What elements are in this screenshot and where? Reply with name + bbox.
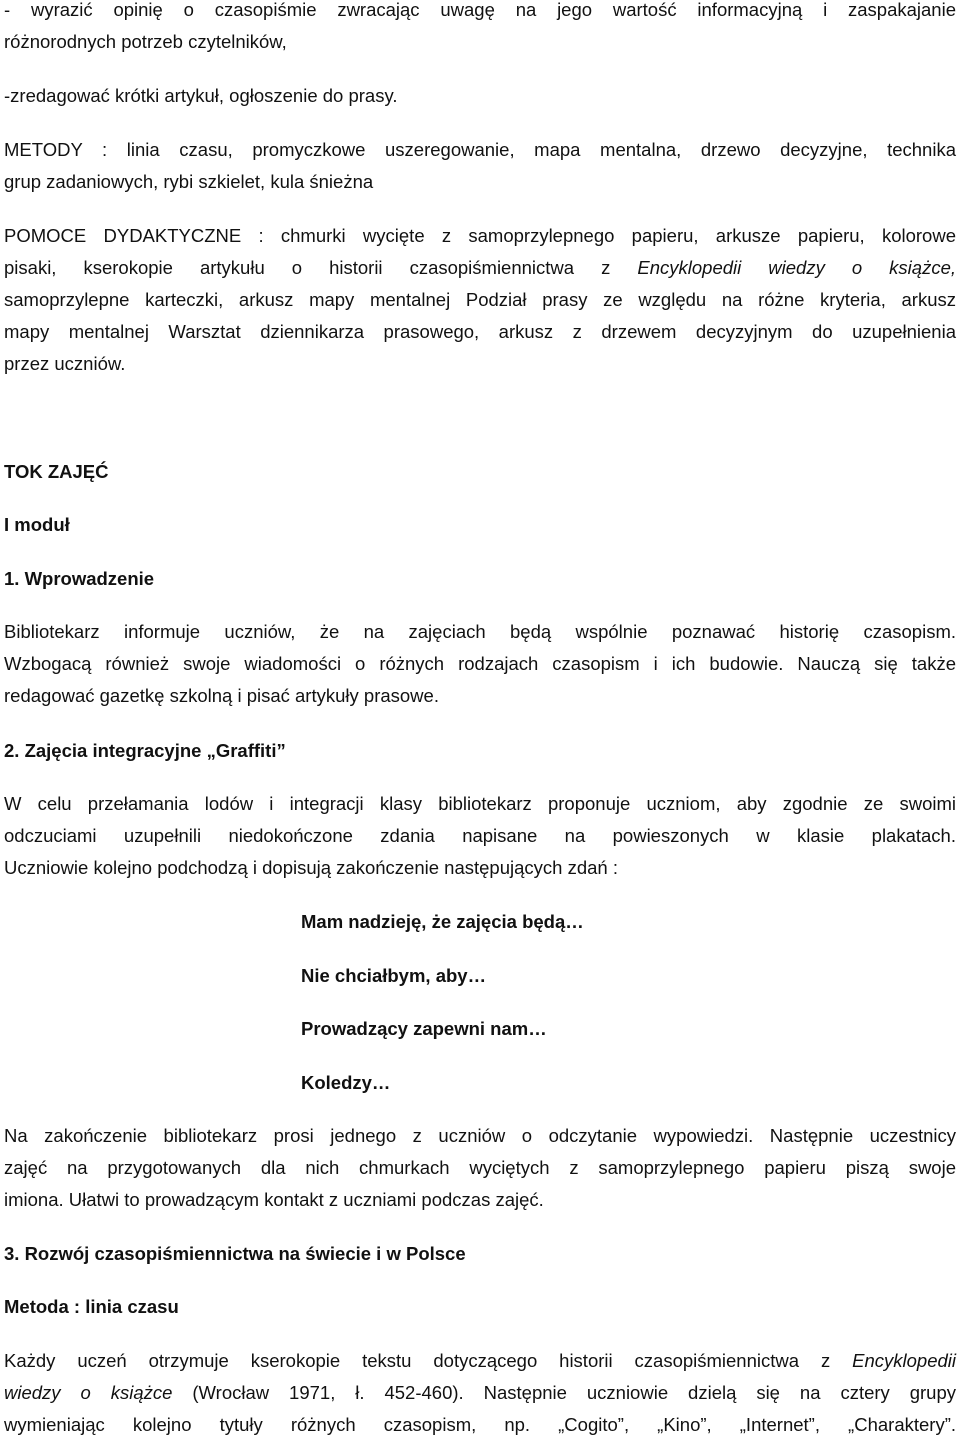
pomoce-line: przez uczniów. xyxy=(4,353,126,374)
goals-paragraph xyxy=(4,0,956,58)
goal-line: różnorodnych potrzeb czytelników, xyxy=(4,31,287,52)
sentence-2: Nie chciałbym, aby… xyxy=(301,965,487,986)
section-3-paragraph xyxy=(4,1345,956,1441)
paragraph-line: odczuciami uzupełnili niedokończone zdania napisane na powieszonych w klasie plakatach. xyxy=(4,825,956,846)
section-3-heading: 3. Rozwój czasopiśmiennictwa na świecie i w Polsce xyxy=(4,1243,466,1264)
pomoce-paragraph xyxy=(4,220,956,380)
pomoce-line: mapy mentalnej Warsztat dziennikarza prasowego, arkusz z drzewem decyzyjnym do uzupełnienia xyxy=(4,321,956,342)
metoda-heading: Metoda : linia czasu xyxy=(4,1296,179,1317)
section-2-heading: 2. Zajęcia integracyjne „Graffiti” xyxy=(4,740,286,761)
paragraph-line: Wzbogacą również swoje wiadomości o różnych rodzajach czasopism i ich budowie. Nauczą się także xyxy=(4,653,956,674)
paragraph-text: Każdy uczeń otrzymuje kserokopie tekstu dotyczącego historii czasopiśmiennictwa z xyxy=(4,1350,853,1371)
tok-heading: TOK ZAJĘĆ xyxy=(4,461,109,482)
sentence-4: Koledzy… xyxy=(301,1072,391,1093)
section-2-closing-paragraph xyxy=(4,1120,956,1216)
encyclopedia-title: Encyklopedii wiedzy o książce, xyxy=(637,257,957,278)
goal-line: - wyrazić opinię o czasopiśmie zwracając uwagę na jego wartość informacyjną i zaspakajanie xyxy=(4,0,956,20)
paragraph-line: W celu przełamania lodów i integracji klasy bibliotekarz proponuje uczniom, aby zgodnie ze swoimi xyxy=(4,793,956,814)
section-2-paragraph xyxy=(4,788,956,884)
pomoce-line xyxy=(4,252,956,284)
paragraph-line xyxy=(4,1345,956,1377)
pomoce-line: samoprzylepne karteczki, arkusz mapy mentalnej Podział prasy ze względu na różne kryteria, arkusz xyxy=(4,289,956,310)
goal-line: -zredagować krótki artykuł, ogłoszenie do prasy. xyxy=(4,85,398,106)
paragraph-line: Bibliotekarz informuje uczniów, że na zajęciach będą wspólnie poznawać historię czasopism. xyxy=(4,621,956,642)
pomoce-text: pisaki, kserokopie artykułu o historii czasopiśmiennictwa z xyxy=(4,257,638,278)
paragraph-line xyxy=(4,1377,956,1409)
paragraph-line: zajęć na przygotowanych dla nich chmurkach wyciętych z samoprzylepnego papieru piszą swoje xyxy=(4,1157,956,1178)
pomoce-line: POMOCE DYDAKTYCZNE : chmurki wycięte z samoprzylepnego papieru, arkusze papieru, kolorowe xyxy=(4,225,956,246)
metody-line: grup zadaniowych, rybi szkielet, kula śnieżna xyxy=(4,171,374,192)
sentence-1: Mam nadzieję, że zajęcia będą… xyxy=(301,911,584,932)
section-1-paragraph xyxy=(4,616,956,712)
sentence-3: Prowadzący zapewni nam… xyxy=(301,1018,547,1039)
modul-heading: I moduł xyxy=(4,514,70,535)
metody-paragraph xyxy=(4,134,956,198)
encyclopedia-title: Encyklopedii xyxy=(852,1350,956,1371)
encyclopedia-title: wiedzy o książce xyxy=(4,1382,173,1403)
metody-line: METODY : linia czasu, promyczkowe uszeregowanie, mapa mentalna, drzewo decyzyjne, technika xyxy=(4,139,956,160)
paragraph-line: Na zakończenie bibliotekarz prosi jednego z uczniów o odczytanie wypowiedzi. Następnie uczestnicy xyxy=(4,1125,956,1146)
paragraph-text: (Wrocław 1971, ł. 452-460). Następnie uczniowie dzielą się na cztery grupy xyxy=(172,1382,956,1403)
paragraph-line: redagować gazetkę szkolną i pisać artykuły prasowe. xyxy=(4,685,439,706)
section-1-heading: 1. Wprowadzenie xyxy=(4,568,155,589)
paragraph-line: imiona. Ułatwi to prowadzącym kontakt z uczniami podczas zajęć. xyxy=(4,1189,544,1210)
paragraph-line: wymieniając kolejno tytuły różnych czasopism, np. „Cogito”, „Kino”, „Internet”, „Charaktery”. xyxy=(4,1414,956,1435)
paragraph-line: Uczniowie kolejno podchodzą i dopisują zakończenie następujących zdań : xyxy=(4,857,618,878)
